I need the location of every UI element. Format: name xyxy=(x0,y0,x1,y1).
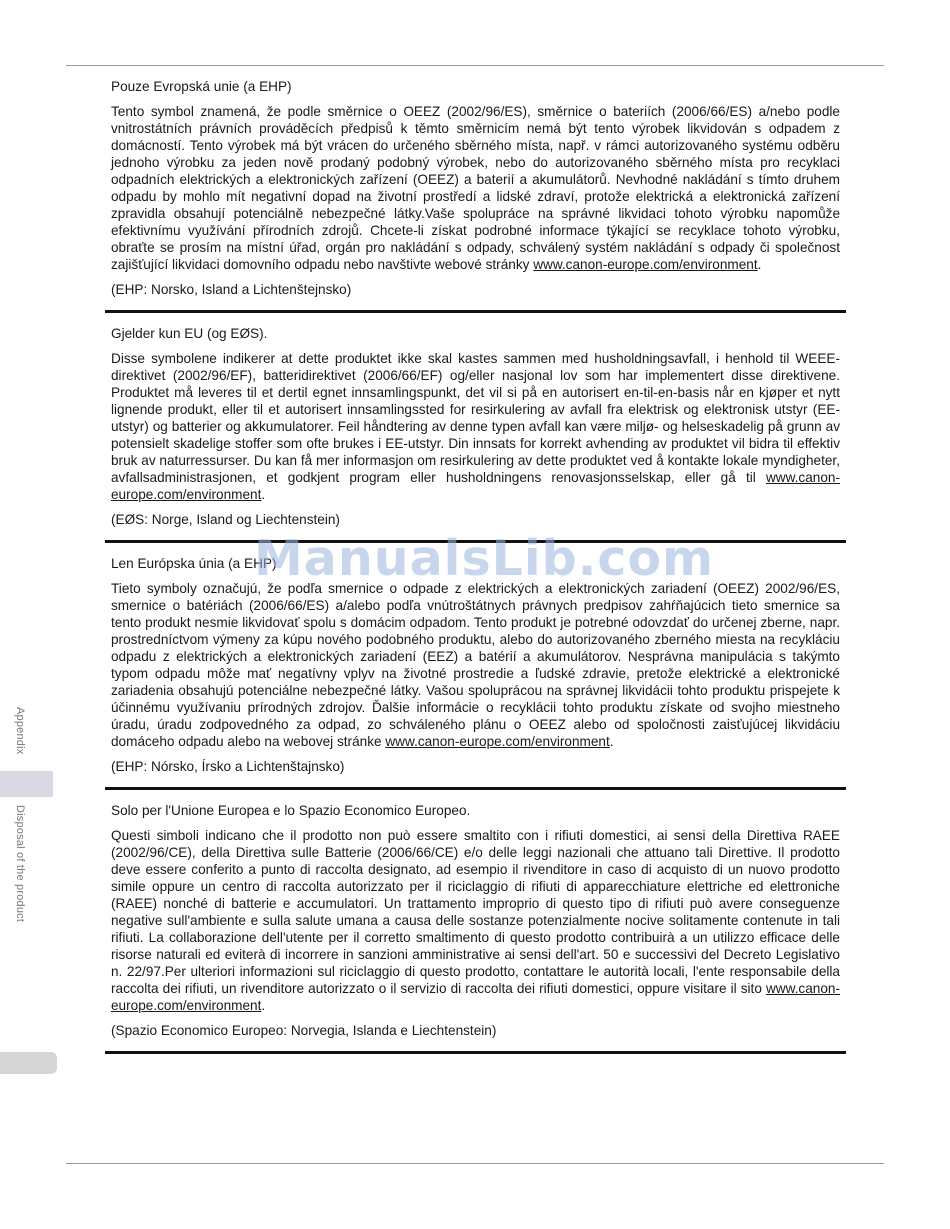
section-czech xyxy=(105,66,846,298)
watermark: ManualsLib.com xyxy=(254,530,715,587)
section-body-tail: . xyxy=(609,734,614,749)
section-body xyxy=(111,103,840,273)
section-body-tail: . xyxy=(261,998,266,1013)
environment-link[interactable]: www.canon-europe.com/environment xyxy=(111,470,840,502)
section-norwegian xyxy=(105,310,846,528)
environment-link[interactable]: www.canon-europe.com/environment xyxy=(111,981,840,1013)
section-body xyxy=(111,580,840,750)
section-body xyxy=(111,827,840,1014)
side-tab-appendix[interactable]: Appendix xyxy=(14,707,26,755)
side-tab-disposal[interactable]: Disposal of the product xyxy=(14,805,26,923)
side-tab-active-marker xyxy=(0,771,53,797)
section-body-text: Tento symbol znamená, že podle směrnice o OEEZ (2002/96/ES), směrnice o bateriích (2006/66/ES) a/nebo podle vnitrostátních právních prováděcích předpisů k těmto směrnicím nemá být tento výrobek likvidován s odpadem z domácností. Tento výrobek má být vrácen do určeného sběrného místa, např. v rámci autorizovaného systému odběru jednoho výrobku za jeden nově prodaný podobný výrobek, nebo do autorizovaného sběrného místa pro recyklaci odpadních elektrických a elektronických zařízení (OEEZ) a baterií a akumulátorů. Nevhodné nakládání s tímto druhem odpadu by mohlo mít negativní dopad na životní prostředí a lidské zdraví, protože elektrická a elektronická zařízení zpravidla obsahují potenciálně nebezpečné látky.Vaše spolupráce na správné likvidaci tohoto výrobku napomůže efektivnímu využívání přírodních zdrojů. Chcete-li získat podrobné informace týkající se recyklace tohoto výrobku, obraťte se prosím na místní úřad, orgán pro nakládání s odpady, schválený systém nakládání s odpady či společnost zajišťující likvidaci domovního odpadu nebo navštivte webové stránky xyxy=(111,104,840,272)
section-note: (EØS: Norge, Island og Liechtenstein) xyxy=(111,512,340,527)
section-body-text: Disse symbolene indikerer at dette produktet ikke skal kastes sammen med husholdningsavfall, i henhold til WEEE-direktivet (2002/96/EF), batteridirektivet (2006/66/EF) og/eller nasjonal lov som har implementert disse direktivene. Produktet må leveres til et dertil egnet innsamlingspunkt, det vil si på en autorisert en-til-en-basis når en kjøper et nytt lignende produkt, eller til et autorisert innsamlingssted for resirkulering av avfall fra elektrisk og elektronisk utstyr (EE-utstyr) og batterier og akkumulatorer. Feil håndtering av denne typen avfall kan være miljø- og helseskadelig på grunn av potensielt skadelige stoffer som ofte brukes i EE-utstyr. Din innsats for korrekt avhending av produktet vil bidra til effektiv bruk av naturressurser. Du kan få mer informasjon om resirkulering av dette produktet ved å kontakte lokale myndigheter, avfallsadministrasjonen, et godkjent program eller husholdningens renovasjonsselskap, eller gå til xyxy=(111,351,840,485)
environment-link[interactable]: www.canon-europe.com/environment xyxy=(385,734,610,749)
section-heading: Len Európska únia (a EHP) xyxy=(111,556,277,571)
section-note: (Spazio Economico Europeo: Norvegia, Islanda e Liechtenstein) xyxy=(111,1023,497,1038)
section-heading: Gjelder kun EU (og EØS). xyxy=(111,326,268,341)
page-number-tab xyxy=(0,1052,57,1074)
section-body-text: Tieto symboly označujú, že podľa smernice o odpade z elektrických a elektronických zariadení (OEEZ) 2002/96/ES, smernice o batériách (2006/66/ES) a/alebo podľa vnútroštátnych právnych predpisov zahŕňajúcich tieto smernice sa tento produkt nesmie likvidovať spolu s domácim odpadom. Tento produkt je potrebné odovzdať do určenej zberne, napr. prostredníctvom výmeny za kúpu nového podobného produktu, alebo do autorizovaného zberného miesta na recykláciu odpadu z elektrických a elektronických zariadení (EEZ) a batérií a akumulátorov. Nesprávna manipulácia s takýmto typom odpadu môže mať negatívny vplyv na životné prostredie a ľudské zdravie, pretože elektrické a elektronické zariadenia obsahujú potenciálne nebezpečné látky. Vašou spoluprácou na správnej likvidácii tohto produktu prispejete k účinnému využívaniu prírodných zdrojov. Ďalšie informácie o recyklácii tohto produktu získate od svojho miestneho úradu, úradu zodpovedného za odpad, zo schváleného plánu o OEEZ alebo od spoločnosti zaisťujúcej likvidáciu domáceho odpadu alebo na webovej stránke xyxy=(111,581,840,749)
section-italian xyxy=(105,787,846,1054)
section-heading: Solo per l'Unione Europea e lo Spazio Economico Europeo. xyxy=(111,803,471,818)
section-note: (EHP: Norsko, Island a Lichtenštejnsko) xyxy=(111,282,352,297)
section-body xyxy=(111,350,840,503)
footer-rule xyxy=(66,1163,884,1164)
section-body-text: Questi simboli indicano che il prodotto non può essere smaltito con i rifiuti domestici, ai sensi della Direttiva RAEE (2002/96/CE), della Direttiva sulle Batterie (2006/66/CE) e/o delle leggi nazionali che attuano tali Direttive. Il prodotto deve essere conferito a punto di raccolta designato, ad esempio il rivenditore in caso di acquisto di un nuovo prodotto simile oppure un centro di raccolta autorizzato per il riciclaggio di rifiuti di apparecchiature elettriche ed elettroniche (RAEE) nonché di batterie e accumulatori. Un trattamento improprio di questo tipo di rifiuti può avere conseguenze negative sull'ambiente e sulla salute umana a causa delle sostanze potenzialmente nocive solitamente contenute in tali rifiuti. La collaborazione dell'utente per il corretto smaltimento di questo prodotto contribuirà a un utilizzo efficace delle risorse naturali ed eviterà di incorrere in sanzioni amministrative ai sensi dell'art. 50 e successivi del Decreto Legislativo n. 22/97.Per ulteriori informazioni sul riciclaggio di questo prodotto, contattare le autorità locali, l'ente responsabile della raccolta dei rifiuti, un rivenditore autorizzato o il servizio di raccolta dei rifiuti domestici, oppure visitare il sito xyxy=(111,828,840,996)
section-note: (EHP: Nórsko, Írsko a Lichtenštajnsko) xyxy=(111,759,345,774)
section-body-tail: . xyxy=(261,487,266,502)
section-heading: Pouze Evropská unie (a EHP) xyxy=(111,79,292,94)
section-body-tail: . xyxy=(757,257,762,272)
environment-link[interactable]: www.canon-europe.com/environment xyxy=(533,257,758,272)
